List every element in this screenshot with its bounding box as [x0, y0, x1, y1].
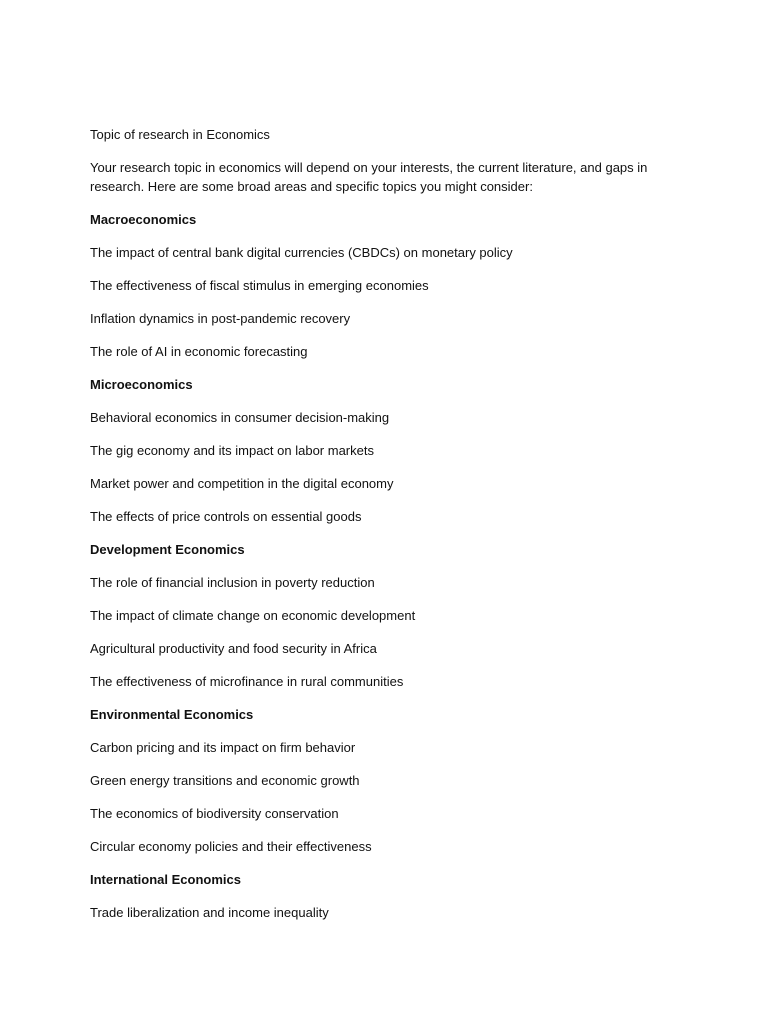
section-heading: Environmental Economics — [90, 707, 254, 722]
topic-item: Carbon pricing and its impact on firm behavior — [90, 740, 356, 755]
topic-item: Market power and competition in the digital economy — [90, 476, 394, 491]
section-international-economics — [90, 870, 690, 922]
topic-item: Inflation dynamics in post-pandemic recovery — [90, 311, 351, 326]
section-environmental-economics — [90, 705, 690, 856]
topic-item: Circular economy policies and their effectiveness — [90, 839, 372, 854]
section-development-economics — [90, 540, 690, 691]
topic-item: The role of financial inclusion in poverty reduction — [90, 575, 375, 590]
topic-item: The economics of biodiversity conservation — [90, 806, 339, 821]
section-heading: Macroeconomics — [90, 212, 197, 227]
topic-item: Green energy transitions and economic growth — [90, 773, 360, 788]
topic-item: The effects of price controls on essential goods — [90, 509, 362, 524]
section-heading: Microeconomics — [90, 377, 193, 392]
topic-item: The effectiveness of microfinance in rural communities — [90, 674, 404, 689]
topic-item: The impact of central bank digital currencies (CBDCs) on monetary policy — [90, 245, 513, 260]
topic-item: Trade liberalization and income inequality — [90, 905, 329, 920]
intro-paragraph: Your research topic in economics will depend on your interests, the current literature, and gaps in research. Here are some broad areas and specific topics you might consider: — [90, 160, 648, 194]
section-heading: Development Economics — [90, 542, 245, 557]
topic-item: Behavioral economics in consumer decision-making — [90, 410, 390, 425]
document-page — [90, 125, 690, 936]
section-macroeconomics — [90, 210, 690, 361]
topic-item: The effectiveness of fiscal stimulus in emerging economies — [90, 278, 429, 293]
section-microeconomics — [90, 375, 690, 526]
topic-item: The gig economy and its impact on labor markets — [90, 443, 374, 458]
topic-item: The impact of climate change on economic development — [90, 608, 416, 623]
document-title: Topic of research in Economics — [90, 127, 270, 142]
topic-item: The role of AI in economic forecasting — [90, 344, 308, 359]
topic-item: Agricultural productivity and food security in Africa — [90, 641, 377, 656]
section-heading: International Economics — [90, 872, 241, 887]
